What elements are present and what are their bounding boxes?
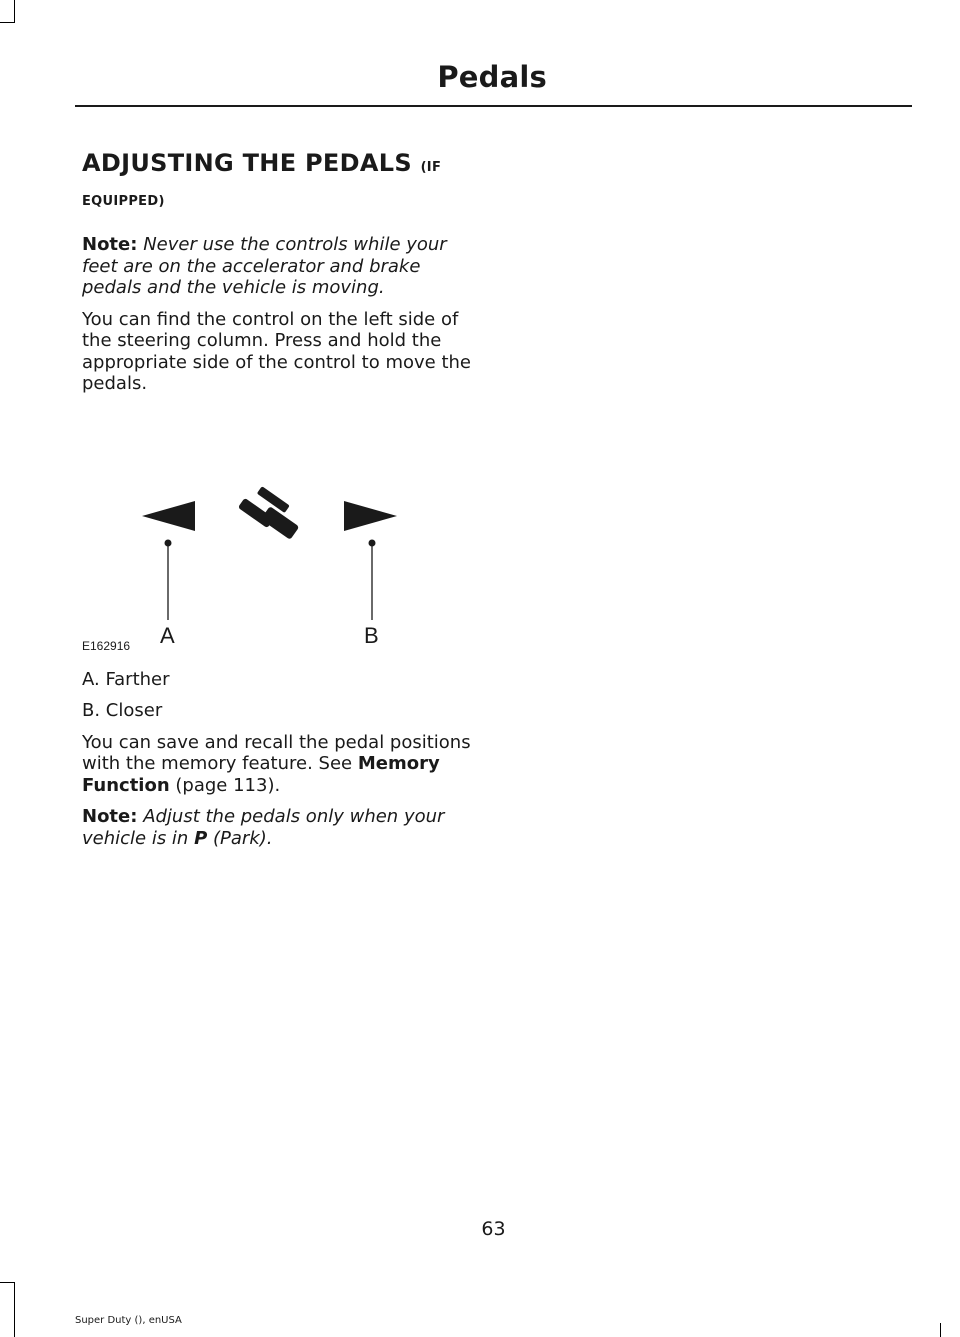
note-text-2b: (Park). [213, 827, 273, 849]
instruction-paragraph: You can find the control on the left side of the steering column. Press and hold the appropriate side of the control to move the pedals. [82, 308, 471, 394]
memory-text: You can save and recall the pedal positions with the memory feature. See [82, 731, 471, 774]
note-paragraph-2 [82, 806, 477, 849]
arrow-right-icon [344, 501, 397, 531]
footer-text: Super Duty (), enUSA [75, 1315, 182, 1326]
pedal-control-diagram [82, 429, 477, 649]
pedal-icon [238, 486, 300, 540]
memory-paragraph [82, 732, 477, 797]
note-label: Note: [82, 234, 138, 255]
section-title-qualifier-2: EQUIPPED) [82, 194, 165, 209]
page-header-title: Pedals [437, 60, 547, 94]
crop-mark [940, 1323, 941, 1337]
crop-mark [0, 22, 15, 23]
section-title-qualifier: (IF [420, 160, 442, 175]
main-column [82, 148, 477, 859]
pedal-control-figure [82, 429, 477, 649]
crop-mark [0, 1282, 15, 1283]
section-title [82, 148, 477, 211]
callout-label-a: A [160, 622, 175, 648]
crop-mark [14, 1282, 15, 1337]
note-text-2a: Adjust the pedals only when your vehicle is in [82, 806, 445, 849]
legend-item-a: A. Farther [82, 668, 170, 690]
crop-mark [14, 0, 15, 22]
note-label-2: Note: [82, 806, 138, 827]
header-divider [75, 105, 912, 107]
figure-code: E162916 [82, 638, 131, 653]
gear-letter: P [194, 827, 208, 849]
callout-label-b: B [364, 622, 379, 648]
legend-item-b: B. Closer [82, 700, 163, 721]
page-number: 63 [481, 1218, 506, 1240]
note-paragraph [82, 234, 477, 299]
page-reference: (page 113). [175, 774, 281, 796]
arrow-left-icon [142, 501, 195, 531]
section-title-main: ADJUSTING THE PEDALS [82, 149, 412, 177]
note-text: Never use the controls while your feet are on the accelerator and brake pedals and the vehicle is moving. [82, 234, 447, 298]
memory-function-link[interactable]: Memory Function [82, 753, 440, 796]
